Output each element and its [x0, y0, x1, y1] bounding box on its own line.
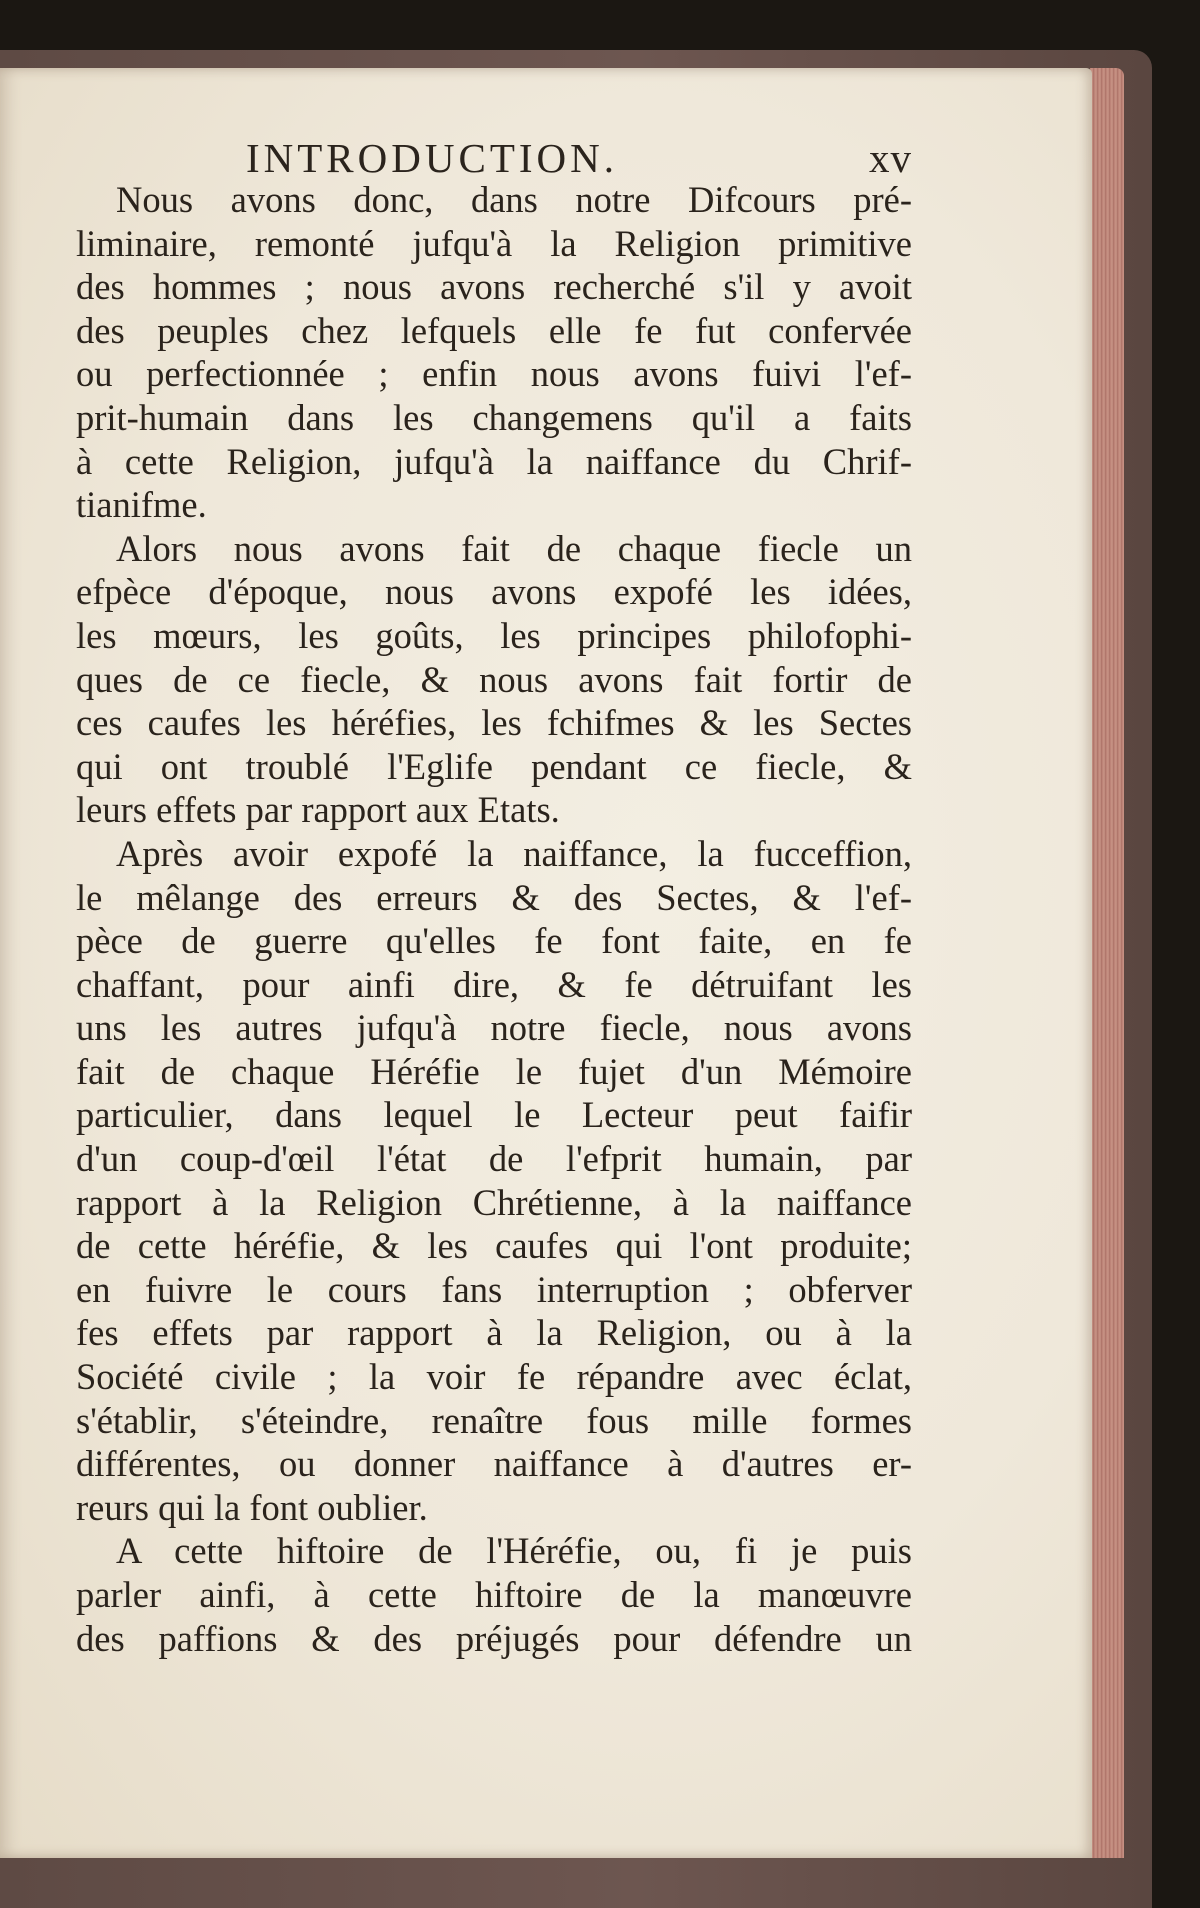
- text-line: ques de ce fiecle, & nous avons fait fortir de: [76, 658, 912, 700]
- text-line: Société civile ; la voir fe répandre avec éclat,: [76, 1356, 912, 1398]
- running-head-title: INTRODUCTION.: [246, 135, 618, 181]
- text-line: liminaire, remonté jufqu'à la Religion primitive: [76, 222, 912, 264]
- text-line: A cette hiftoire de l'Héréfie, ou, fi je puis: [116, 1530, 912, 1572]
- page-edges: [1090, 68, 1124, 1858]
- text-line: des paffions & des préjugés pour défendre un: [76, 1617, 912, 1659]
- text-line: leurs effets par rapport aux Etats.: [76, 789, 560, 831]
- paragraph-2: [76, 527, 912, 832]
- book-page: [0, 68, 1092, 1858]
- paragraph-3: [76, 832, 912, 1530]
- text-line: les mœurs, les goûts, les principes philofophi-: [76, 614, 912, 656]
- text-line: fait de chaque Héréfie le fujet d'un Mémoire: [76, 1050, 912, 1092]
- text-line: qui ont troublé l'Eglife pendant ce fiecle, &: [76, 745, 912, 787]
- text-line: fes effets par rapport à la Religion, ou à la: [76, 1312, 912, 1354]
- paragraph-4: [76, 1529, 912, 1660]
- text-line: prit-humain dans les changemens qu'il a faits: [76, 396, 912, 438]
- text-line: d'un coup-d'œil l'état de l'efprit humain, par: [76, 1138, 912, 1180]
- text-line: reurs qui la font oublier.: [76, 1486, 428, 1528]
- text-line: Alors nous avons fait de chaque fiecle un: [116, 527, 912, 569]
- text-line: parler ainfi, à cette hiftoire de la manœuvre: [76, 1574, 912, 1615]
- text-line: en fuivre le cours fans interruption ; obferver: [76, 1268, 912, 1310]
- text-line: Nous avons donc, dans notre Difcours pré-: [116, 179, 912, 220]
- text-line: ou perfectionnée ; enfin nous avons fuivi l'ef-: [76, 353, 912, 395]
- text-line: pèce de guerre qu'elles fe font faite, en fe: [76, 920, 912, 962]
- page-number: xv: [869, 135, 912, 181]
- body-text: [76, 178, 912, 1660]
- text-line: le mêlange des erreurs & des Sectes, & l'ef-: [76, 876, 912, 918]
- text-line: s'établir, s'éteindre, renaître fous mille formes: [76, 1399, 912, 1441]
- text-line: uns les autres jufqu'à notre fiecle, nous avons: [76, 1007, 912, 1049]
- text-line: de cette héréfie, & les caufes qui l'ont produite;: [76, 1225, 912, 1267]
- text-line: Après avoir expofé la naiffance, la fucceffion,: [116, 832, 912, 874]
- text-line: tianifme.: [76, 484, 207, 526]
- running-head: [76, 134, 912, 184]
- text-line: à cette Religion, jufqu'à la naiffance du Chrif-: [76, 440, 912, 482]
- text-line: particulier, dans lequel le Lecteur peut faifir: [76, 1094, 912, 1136]
- text-line: chaffant, pour ainfi dire, & fe détruifant les: [76, 963, 912, 1005]
- paragraph-1: [76, 178, 912, 527]
- text-line: efpèce d'époque, nous avons expofé les idées,: [76, 571, 912, 613]
- text-line: ces caufes les héréfies, les fchifmes & les Sectes: [76, 702, 912, 744]
- text-line: des hommes ; nous avons recherché s'il y avoit: [76, 266, 912, 308]
- text-line: différentes, ou donner naiffance à d'autres er-: [76, 1443, 912, 1485]
- text-line: des peuples chez lefquels elle fe fut confervée: [76, 309, 912, 351]
- text-line: rapport à la Religion Chrétienne, à la naiffance: [76, 1181, 912, 1223]
